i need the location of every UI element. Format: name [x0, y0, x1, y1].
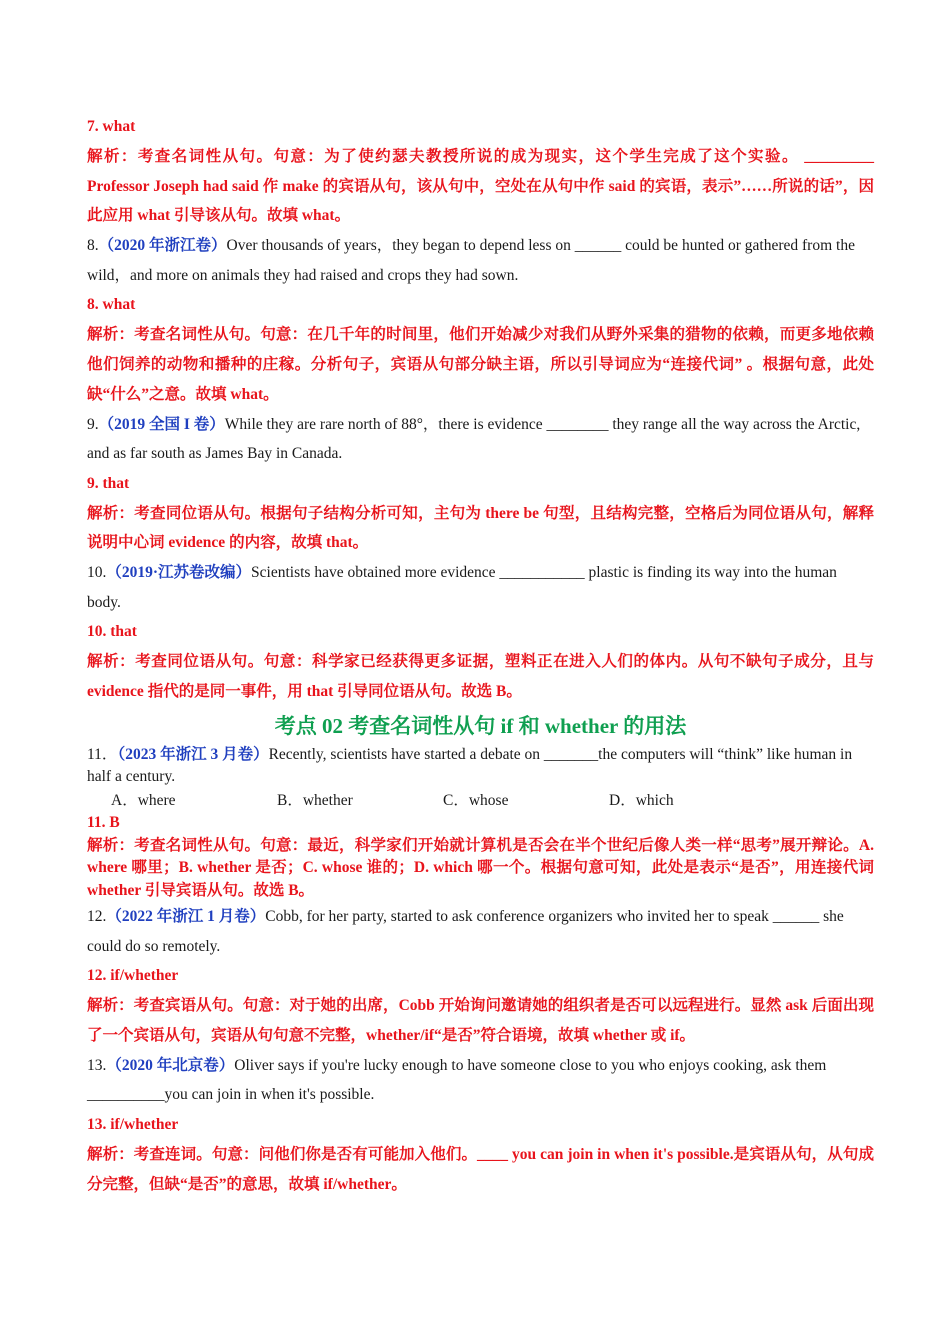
- question-source: （2022 年浙江 1 月卷）: [106, 908, 266, 926]
- question-text: Over thousands of years，they began to depend less on ______ could be hunted or gathered from the wild，and more on animals they had raised and crops they had sown.: [87, 237, 855, 284]
- question-source: （2020 年北京卷）: [106, 1056, 235, 1074]
- explanation-13: 解析：考查连词。句意：问他们你是否有可能加入他们。____ you can join in when it's possible.是宾语从句，从句成分完整，但缺“是否”的意思，故填 if/whether。: [87, 1145, 874, 1193]
- section-title: 考点 02 考查名词性从句 if 和 whether 的用法: [274, 713, 687, 738]
- question-text: Recently, scientists have started a debate on _______the computers will “think” like human in half a century.: [87, 745, 853, 786]
- question-source: （2023 年浙江 3 月卷）: [117, 745, 269, 763]
- question-text: Cobb, for her party, started to ask conference organizers who invited her to speak ______ she could do so remotely.: [87, 908, 844, 955]
- question-11-block: [87, 744, 874, 903]
- option-d: D．which: [609, 791, 674, 809]
- question-number: 13.: [87, 1056, 107, 1074]
- question-9: [87, 410, 874, 469]
- question-10: [87, 558, 874, 617]
- question-number: 10.: [87, 564, 107, 582]
- question-source: （2019·江苏卷改编）: [106, 564, 252, 582]
- answer-9: 9. that: [87, 474, 130, 492]
- answer-8: 8. what: [87, 296, 136, 314]
- explanation-11: 解析：考查名词性从句。句意：最近，科学家们开始就计算机是否会在半个世纪后像人类一样“思考”展开辩论。A. where 哪里；B. whether 是否；C. whose 谁的；D. which 哪一个。根据句意可知，此处是表示“是否”，用连接代词 whether 引导宾语从句。故选 B。: [87, 836, 874, 899]
- question-text: While they are rare north of 88°，there is evidence ________ they range all the way across the Arctic, and as far south as James Bay in Canada.: [87, 415, 861, 463]
- question-text: Scientists have obtained more evidence ___________ plastic is finding its way into the human body.: [87, 564, 837, 611]
- question-number: 8.: [87, 237, 99, 255]
- option-b: B．whether: [277, 791, 353, 809]
- answer-10: 10. that: [87, 623, 137, 641]
- question-source: （2020 年浙江卷）: [98, 237, 227, 255]
- option-c: C．whose: [443, 791, 509, 809]
- answer-7: 7. what: [87, 118, 136, 135]
- question-source: （2019 全国 I 卷）: [98, 415, 225, 433]
- explanation-8: 解析：考查名词性从句。句意：在几千年的时间里，他们开始减少对我们从野外采集的猎物的依赖，而更多地依赖他们饲养的动物和播种的庄稼。分析句子，宾语从句部分缺主语，所以引导词应为“连接代词” 。根据句意，此处缺“什么”之意。故填 what。: [87, 326, 874, 403]
- answer-13: 13. if/whether: [87, 1116, 179, 1134]
- options-row: [87, 789, 874, 812]
- answer-11: 11. B: [87, 813, 120, 831]
- question-number: 11．: [87, 745, 118, 763]
- explanation-10: 解析：考查同位语从句。句意：科学家已经获得更多证据，塑料正在进入人们的体内。从句不缺句子成分，且与 evidence 指代的是同一事件，用 that 引导同位语从句。故选 B。: [87, 653, 874, 700]
- question-number: 12.: [87, 908, 107, 926]
- explanation-9: 解析：考查同位语从句。根据句子结构分析可知，主句为 there be 句型，且结构完整，空格后为同位语从句，解释说明中心词 evidence 的内容，故填 that。: [87, 504, 874, 552]
- question-8: [87, 231, 874, 290]
- question-13: [87, 1051, 874, 1110]
- question-12: [87, 902, 874, 961]
- question-number: 9.: [87, 415, 99, 433]
- answer-12: 12. if/whether: [87, 967, 179, 985]
- question-text: Oliver says if you're lucky enough to have someone close to you who enjoys cooking, ask them __________you can join in when it's possible.: [87, 1056, 827, 1104]
- explanation-7: 解析：考查名词性从句。句意：为了使约瑟夫教授所说的成为现实，这个学生完成了这个实验。 _________ Professor Joseph had said 作 make 的宾语从句，该从句中，空处在从句中作 said 的宾语，表示”……所说的话”，因此应用 what 引导该从句。故填 what。: [87, 147, 874, 225]
- question-11: [87, 744, 874, 789]
- explanation-12: 解析：考查宾语从句。句意：对于她的出席，Cobb 开始询问邀请她的组织者是否可以远程进行。显然 ask 后面出现了一个宾语从句，宾语从句句意不完整，whether/if“是否”符合语境，故填 whether 或 if。: [87, 997, 874, 1045]
- option-a: A．where: [111, 791, 176, 809]
